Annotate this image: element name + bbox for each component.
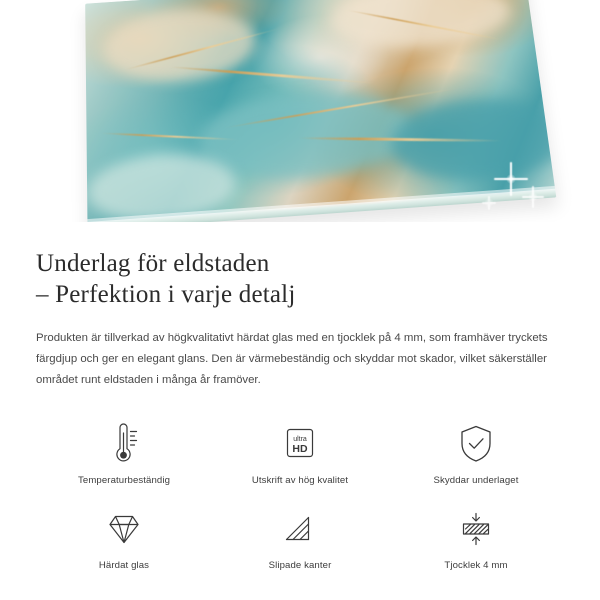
page-title bbox=[36, 248, 564, 310]
feature-label: Slipade kanter bbox=[268, 560, 332, 571]
feature-temperature-resistant bbox=[36, 417, 212, 496]
feature-surface-protection bbox=[388, 417, 564, 496]
description-paragraph: Produkten är tillverkad av högkvalitativt härdat glas med en tjocklek på 4 mm, som framhäver tryckets färgdjup och ger en elegant glans. Den är värmebeständig och skyddar mot skador, vilket säkerställer området runt eldstaden i många år framöver. bbox=[36, 332, 548, 386]
feature-label: Skyddar underlaget bbox=[433, 475, 519, 486]
headline-line-1: Underlag för eldstaden bbox=[36, 250, 270, 277]
polished-edges-icon bbox=[277, 506, 323, 552]
svg-text:HD: HD bbox=[292, 443, 308, 455]
feature-label: Utskrift av hög kvalitet bbox=[251, 475, 349, 486]
shield-check-icon bbox=[455, 421, 497, 467]
feature-label: Temperaturbeständig bbox=[77, 475, 171, 486]
hero-image bbox=[0, 0, 600, 222]
content-area bbox=[0, 248, 600, 581]
ultra-hd-icon bbox=[277, 421, 323, 467]
svg-text:ultra: ultra bbox=[293, 436, 307, 443]
feature-label: Härdat glas bbox=[98, 560, 150, 571]
feature-print-quality bbox=[212, 417, 388, 496]
feature-label: Tjocklek 4 mm bbox=[444, 560, 508, 571]
glass-panel-image bbox=[85, 0, 556, 222]
feature-polished-edges bbox=[212, 502, 388, 581]
feature-grid bbox=[36, 417, 564, 581]
feature-tempered-glass bbox=[36, 502, 212, 581]
feature-thickness bbox=[388, 502, 564, 581]
diamond-icon bbox=[101, 506, 147, 552]
thickness-arrows-icon bbox=[453, 506, 499, 552]
headline-line-2: – Perfektion i varje detalj bbox=[36, 281, 296, 308]
thermometer-icon bbox=[103, 421, 145, 467]
